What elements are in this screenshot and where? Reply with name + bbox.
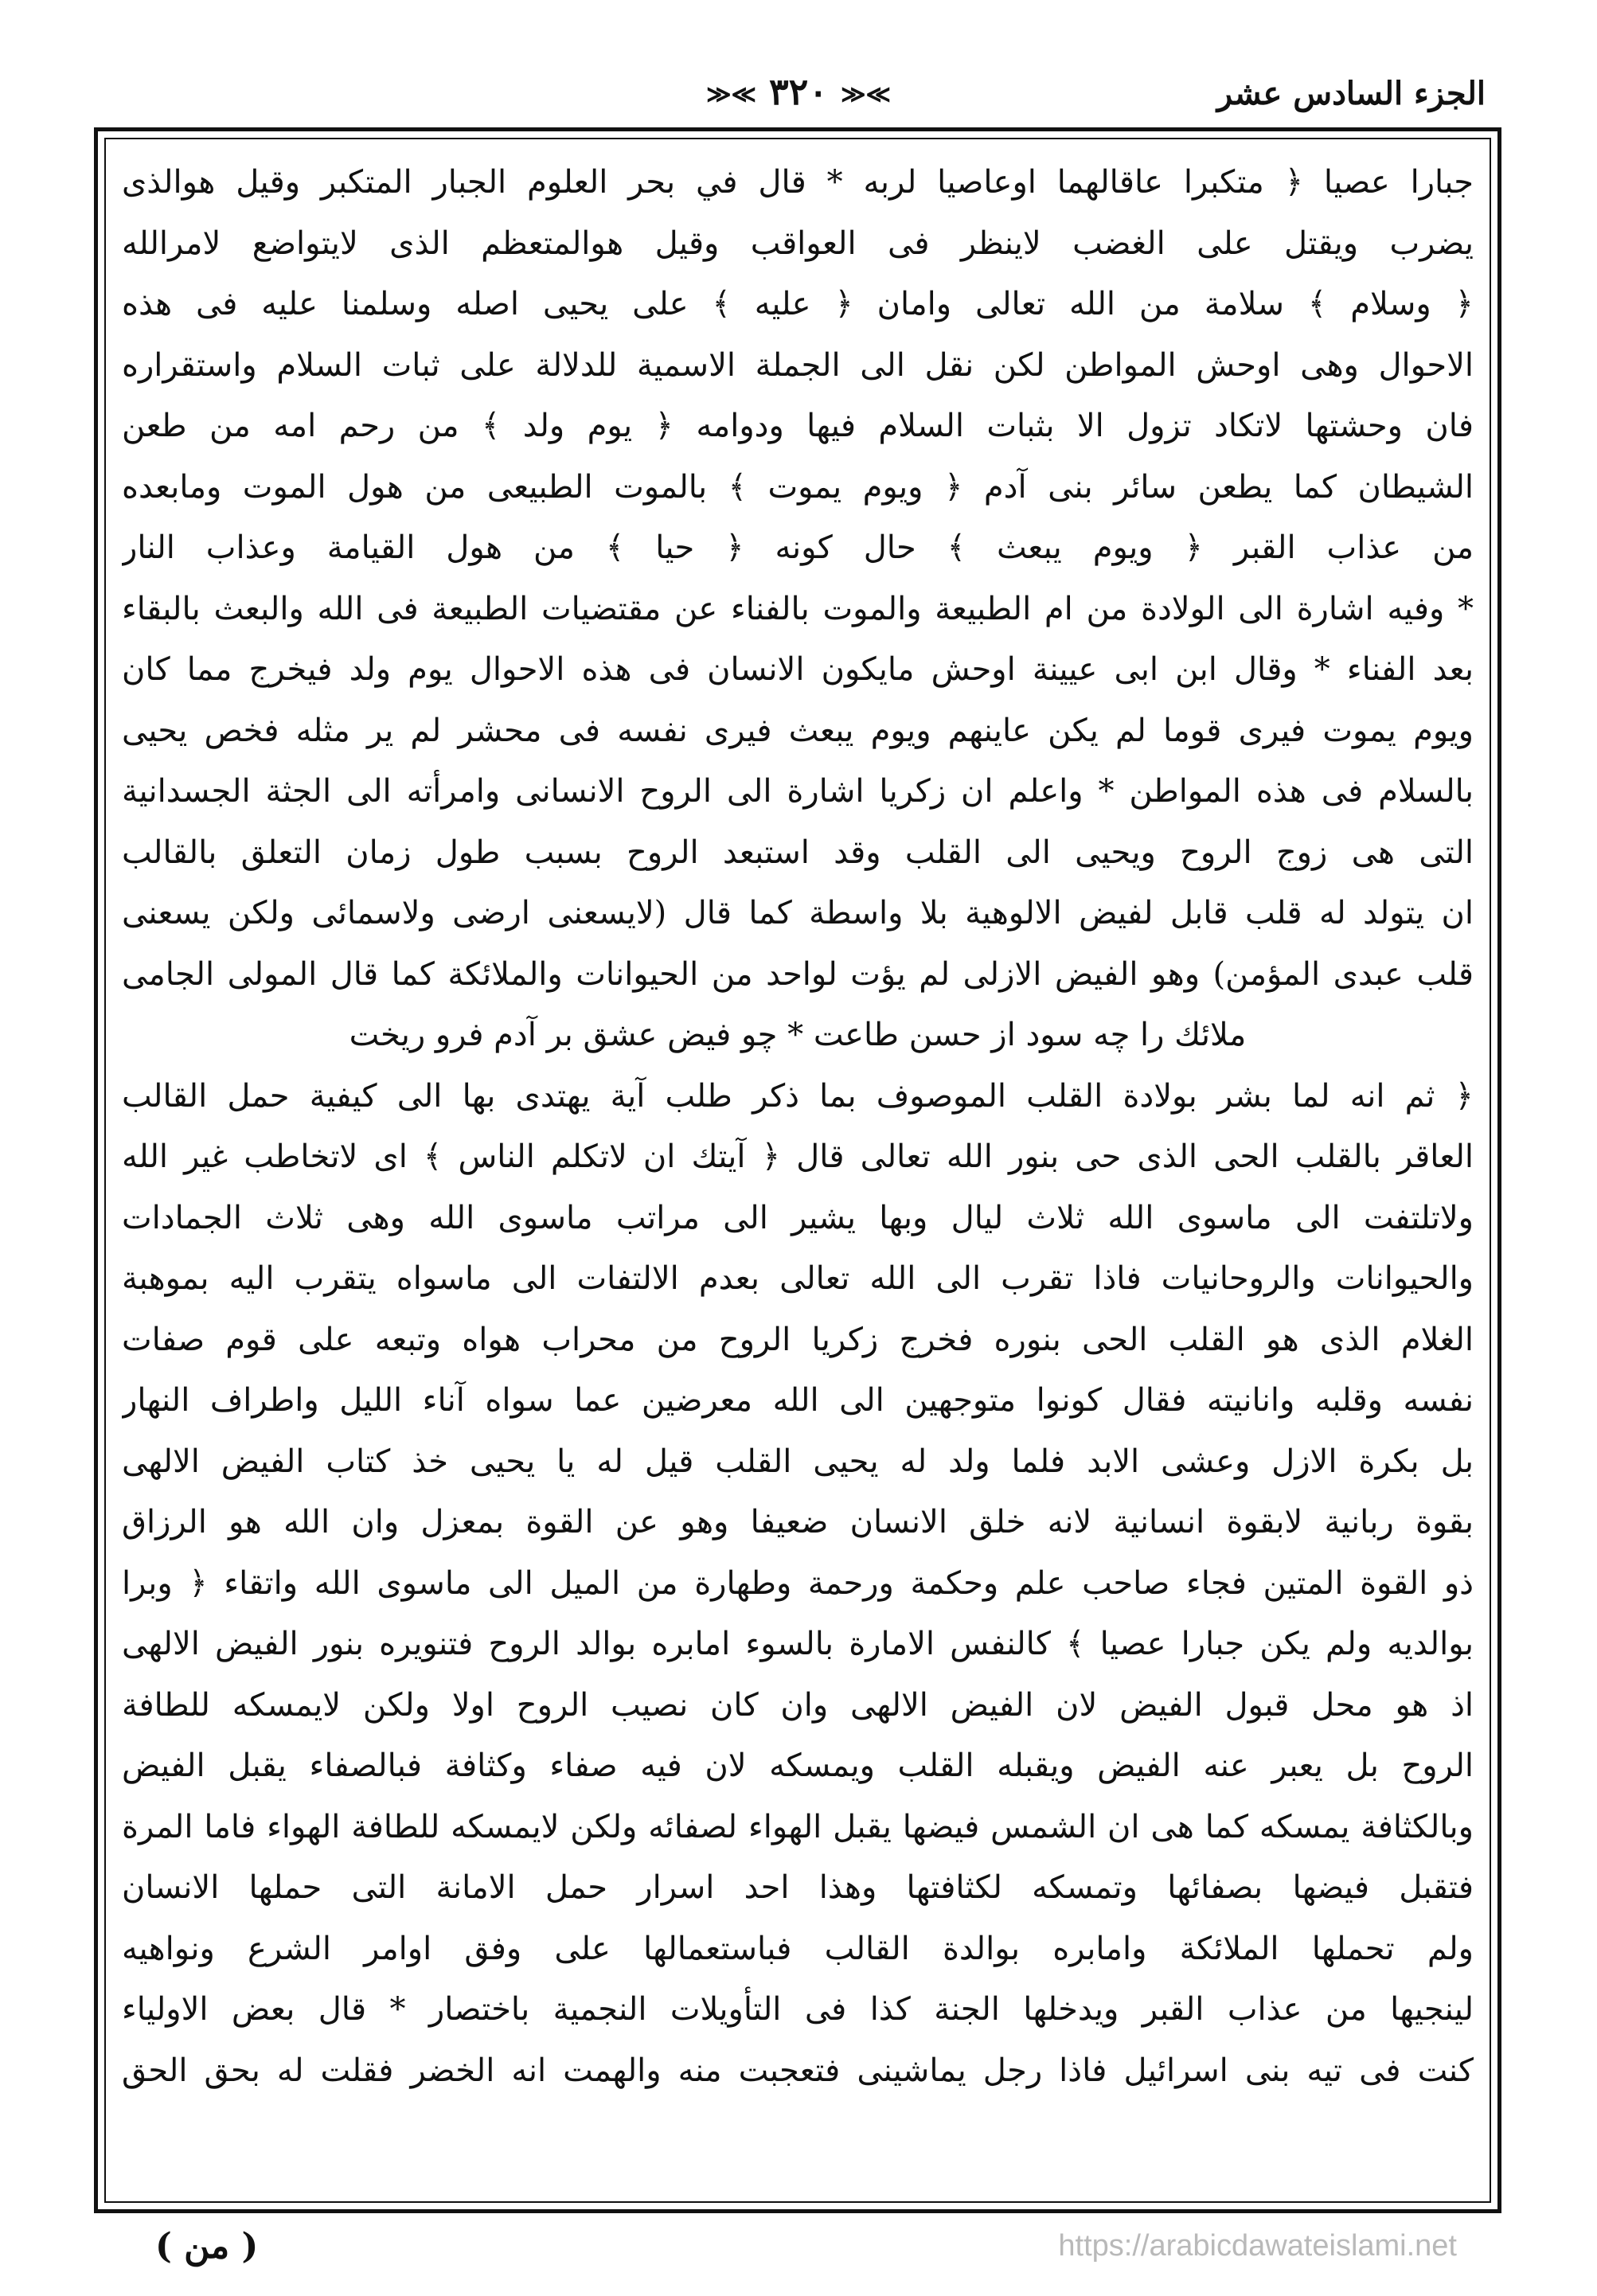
text-line: ﴿ وسلام ﴾ سلامة من الله تعالى وامان ﴿ عليه ﴾ على يحيى اصله وسلمنا عليه فى هذه — [122, 286, 1474, 322]
page-number — [706, 70, 891, 113]
text-line: بقوة ربانية لابقوة انسانية لانه خلق الانسان ضعيفا وهو عن القوة بمعزل وان الله هو الرزاق — [122, 1504, 1474, 1540]
text-line: بوالديه ولم يكن جبارا عصيا ﴾ كالنفس الامارة بالسوء امابره بوالد الروح فتنويره بنور الفيض الالهى — [122, 1626, 1474, 1662]
text-line: لينجيها من عذاب القبر ويدخلها الجنة كذا فى التأويلات النجمية باختصار * قال بعض الاولياء — [122, 1991, 1474, 2028]
catchword: ( من ) — [155, 2226, 259, 2267]
text-line: بل بكرة الازل وعشى الابد فلما ولد له يحيى القلب قيل له يا يحيى خذ كتاب الفيض الالهى — [122, 1443, 1474, 1480]
running-head — [111, 70, 1486, 126]
body-text — [122, 152, 1474, 2189]
text-line: الروح بل يعبر عنه الفيض ويقبله القلب ويمسكه لان فيه صفاء وكثافة فبالصفاء يقبل الفيض — [122, 1747, 1474, 1784]
text-line: بالسلام فى هذه المواطن * واعلم ان زكريا اشارة الى الروح الانسانى وامرأته الى الجثة الجسدانية — [122, 773, 1474, 810]
text-line: التى هى زوج الروح ويحيى الى القلب وقد استبعد الروح بسبب طول زمان التعلق بالقالب — [122, 834, 1474, 871]
ornament-left: ≫≪ — [706, 80, 756, 109]
text-line: ولم تحملها الملائكة وامابره بوالدة القالب فباستعمالها على وفق اوامر الشرع ونواهيه — [122, 1930, 1474, 1967]
text-line: والحيوانات والروحانيات فاذا تقرب الى الله تعالى بعدم الالتفات الى ماسواه يتقرب اليه بموهبة — [122, 1260, 1474, 1297]
text-line: يضرب ويقتل على الغضب لاينظر فى العواقب وقيل هوالمتعظم الذى لايتواضع لامرالله — [122, 225, 1474, 262]
text-line: الاحوال وهى اوحش المواطن لكن نقل الى الجملة الاسمية للدلالة على ثبات السلام واستقراره — [122, 346, 1474, 384]
text-line: * وفيه اشارة الى الولادة من ام الطبيعة والموت بالفناء عن مقتضيات الطبيعة فى الله والبعث بالبقاء — [122, 590, 1474, 627]
part-title: الجزء السادس عشر — [1216, 75, 1486, 112]
text-line: كنت فى تيه بنى اسرائيل فاذا رجل يماشينى فتعجبت منه والهمت انه الخضر فقلت له بحق الحق — [122, 2052, 1474, 2089]
text-line: العاقر بالقلب الحى الذى حى بنور الله تعالى قال ﴿ آيتك ان لاتكلم الناس ﴾ اى لاتخاطب غير الله — [122, 1138, 1474, 1175]
text-line: ويوم يموت فيرى قوما لم يكن عاينهم ويوم يبعث فيرى نفسه فى محشر لم ير مثله فخص يحيى — [122, 712, 1474, 749]
text-frame — [94, 127, 1501, 2213]
text-line: قلب عبدى المؤمن) وهو الفيض الازلى لم يؤت لواحد من الحيوانات والملائكة كما قال المولى الجامى — [122, 955, 1474, 993]
text-line: فان وحشتها لاتكاد تزول الا بثبات السلام فيها ودوامه ﴿ يوم ولد ﴾ من رحم امه من طعن — [122, 408, 1474, 444]
verse-line: ملائك را چه سود از حسن طاعت * چو فيض عشق بر آدم فرو ريخت — [349, 1017, 1247, 1053]
text-line: ﴿ ثم انه لما بشر بولادة القلب الموصوف بما ذكر طلب آية يهتدى بها الى كيفية حمل القالب — [122, 1077, 1474, 1115]
text-line: نفسه وقلبه وانانيته فقال كونوا متوجهين الى الله معرضين عما سواه آناء الليل واطراف النهار — [122, 1382, 1474, 1419]
text-line: اذ هو محل قبول الفيض لان الفيض الالهى وان كان نصيب الروح اولا ولكن لايمسكه للطافة — [122, 1686, 1474, 1724]
text-line: من عذاب القبر ﴿ ويوم يبعث ﴾ حال كونه ﴿ حيا ﴾ من هول القيامة وعذاب النار — [122, 529, 1474, 566]
page-number-value: ٣٢٠ — [768, 70, 829, 113]
text-line: ان يتولد له قلب قابل لفيض الالوهية بلا واسطة كما قال (لايسعنى ارضى ولاسمائى ولكن يسعنى — [122, 895, 1474, 931]
text-line: ولاتلتفت الى ماسوى الله ثلاث ليال وبها يشير الى مراتب ماسوى الله وهى ثلاث الجمادات — [122, 1199, 1474, 1236]
watermark-url: https://arabicdawateislami.net — [1058, 2229, 1457, 2263]
text-line: ذو القوة المتين فجاء صاحب علم وحكمة ورحمة وطهارة من الميل الى ماسوى الله واتقاء ﴿ وبرا — [122, 1564, 1474, 1602]
ornament-right: ≫≪ — [841, 80, 891, 109]
text-line: فتقبل فيضها بصفائها وتمسكه لكثافتها وهذا احد اسرار حمل الامانة التى حملها الانسان — [122, 1869, 1474, 1906]
text-line: جبارا عصيا ﴿ متكبرا عاقالهما اوعاصيا لربه * قال في بحر العلوم الجبار المتكبر وقيل هوالذى — [122, 164, 1474, 201]
text-line: الغلام الذى هو القلب الحى بنوره فخرج زكريا الروح من محراب هواه وتبعه على قوم صفات — [122, 1321, 1474, 1358]
text-line: وبالكثافة يمسكه كما هى ان الشمس فيضها يقبل الهواء لصفائه ولكن لايمسكه للطافة الهواء فاما المرة — [122, 1808, 1474, 1845]
text-line: بعد الفناء * وقال ابن ابى عيينة اوحش مايكون الانسان فى هذه الاحوال يوم ولد فيخرج مما كان — [122, 651, 1474, 688]
text-line: الشيطان كما يطعن سائر بنى آدم ﴿ ويوم يموت ﴾ بالموت الطبيعى من هول الموت ومابعده — [122, 468, 1474, 506]
